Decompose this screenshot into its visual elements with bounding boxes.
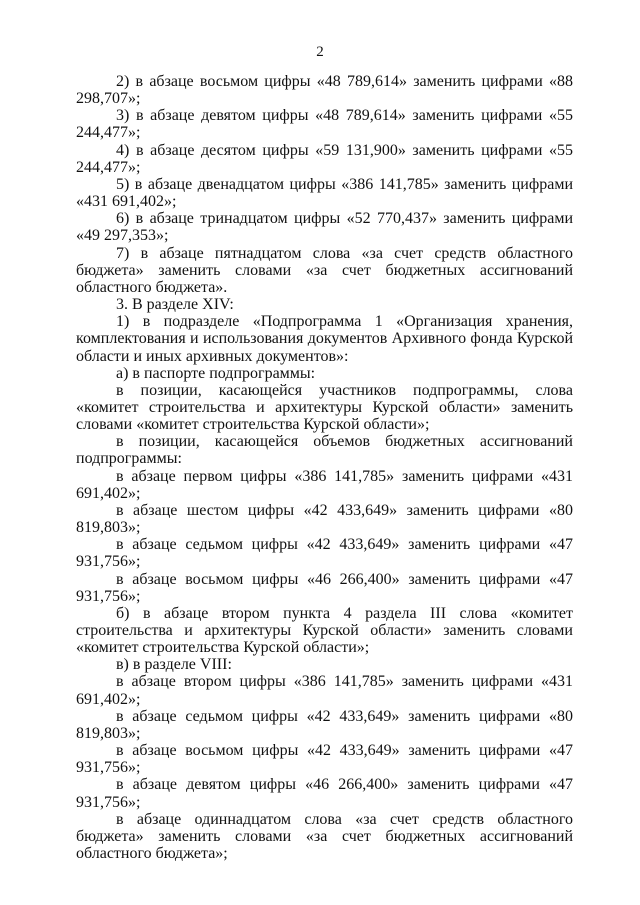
paragraph: в абзаце седьмом цифры «42 433,649» заменить цифрами «80 819,803»; bbox=[76, 707, 573, 742]
paragraph: 6) в абзаце тринадцатом цифры «52 770,437» заменить цифрами «49 297,353»; bbox=[76, 210, 573, 245]
paragraph: б) в абзаце втором пункта 4 раздела III слова «комитет строительства и архитектуры Курской области» заменить словами «комитет строительства Курской области»; bbox=[76, 604, 573, 657]
paragraph: в абзаце девятом цифры «46 266,400» заменить цифрами «47 931,756»; bbox=[76, 776, 573, 811]
paragraph: в абзаце одиннадцатом слова «за счет средств областного бюджета» заменить словами «за счет бюджетных ассигнований областного бюджета»; bbox=[76, 810, 573, 863]
document-body bbox=[76, 73, 573, 862]
paragraph: а) в паспорте подпрограммы: bbox=[116, 364, 316, 382]
paragraph: в абзаце втором цифры «386 141,785» заменить цифрами «431 691,402»; bbox=[76, 673, 573, 708]
paragraph: в абзаце первом цифры «386 141,785» заменить цифрами «431 691,402»; bbox=[76, 467, 573, 502]
paragraph: в абзаце восьмом цифры «42 433,649» заменить цифрами «47 931,756»; bbox=[76, 742, 573, 777]
paragraph: 3) в абзаце девятом цифры «48 789,614» заменить цифрами «55 244,477»; bbox=[76, 107, 573, 142]
paragraph: в абзаце восьмом цифры «46 266,400» заменить цифрами «47 931,756»; bbox=[76, 570, 573, 605]
paragraph: 7) в абзаце пятнадцатом слова «за счет средств областного бюджета» заменить словами «за счет бюджетных ассигнований областного бюджета». bbox=[76, 244, 573, 296]
paragraph: в позиции, касающейся участников подпрограммы, слова «комитет строительства и архитектуры Курской области» заменить словами «комитет строительства Курской области»; bbox=[76, 381, 573, 434]
paragraph: в) в разделе VIII: bbox=[116, 656, 232, 674]
paragraph: в абзаце седьмом цифры «42 433,649» заменить цифрами «47 931,756»; bbox=[76, 536, 573, 571]
section-heading: 3. В разделе XIV: bbox=[116, 296, 234, 314]
paragraph: в позиции, касающейся объемов бюджетных ассигнований подпрограммы: bbox=[76, 433, 573, 468]
paragraph: в абзаце шестом цифры «42 433,649» заменить цифрами «80 819,803»; bbox=[76, 501, 573, 537]
paragraph: 2) в абзаце восьмом цифры «48 789,614» заменить цифрами «88 298,707»; bbox=[76, 73, 573, 108]
paragraph: 1) в подразделе «Подпрограмма 1 «Организация хранения, комплектования и использования документов Архивного фонда Курской области и иных архивных документов»: bbox=[76, 313, 573, 365]
paragraph: 5) в абзаце двенадцатом цифры «386 141,785» заменить цифрами «431 691,402»; bbox=[76, 175, 573, 211]
paragraph: 4) в абзаце десятом цифры «59 131,900» заменить цифрами «55 244,477»; bbox=[76, 141, 573, 176]
page-number: 2 bbox=[316, 44, 324, 60]
